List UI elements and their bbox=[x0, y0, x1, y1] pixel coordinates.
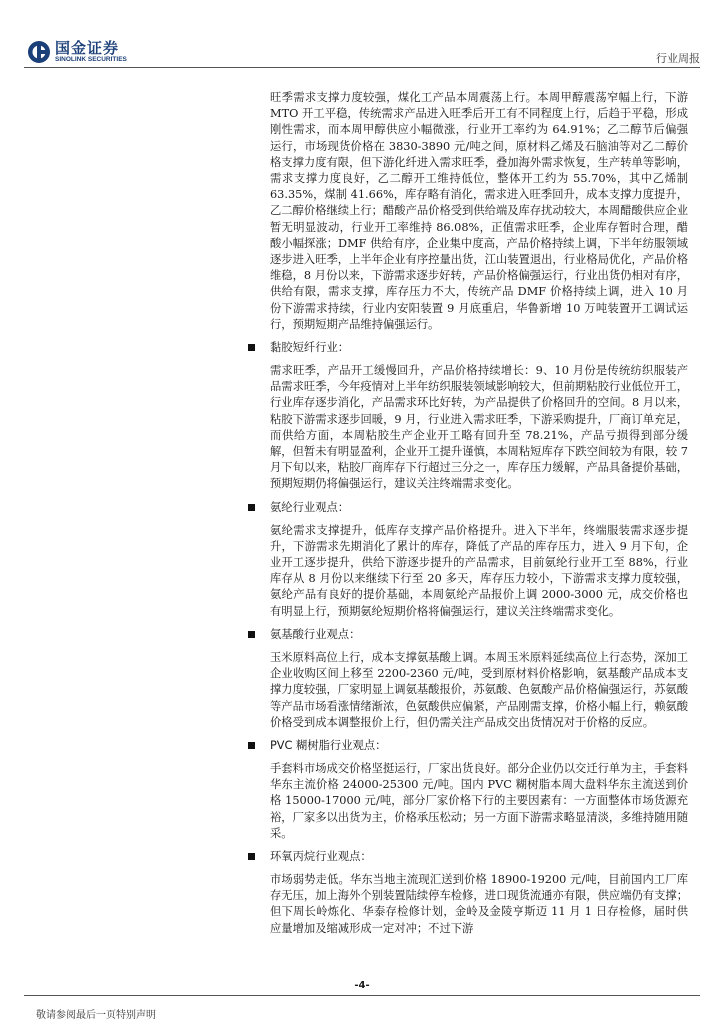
section-title bbox=[270, 738, 688, 754]
page-header bbox=[0, 0, 724, 80]
section-text-amino-acid: 玉米原料高位上行，成本支撑氨基酸上调。本周玉米原料延续高位上行态势，深加工企业收购区间上移至 2200-2360 元/吨，受到原材料价格影响，氨基酸产品成本支撑力度较强，厂家明显上调氨基酸报价，苏氨酸、色氨酸产品价格偏强运行，苏氨酸等产品市场看涨情绪渐浓，色氨酸供应偏紧，产品刚需支撑，价格小幅上行，赖氨酸价格受到成本调整报价上行，但仍需关注产品成交出货情况对于价格的反应。 bbox=[270, 650, 688, 729]
section-viscose-staple-fiber bbox=[270, 340, 688, 493]
logo-mark-icon bbox=[27, 40, 51, 64]
logo-chinese-name: 国金证券 bbox=[55, 39, 120, 57]
section-heading-pvc: PVC 糊树脂行业观点： bbox=[270, 738, 387, 752]
section-propylene-oxide bbox=[270, 849, 688, 937]
section-heading-amino-acid: 氨基酸行业观点： bbox=[270, 627, 361, 641]
section-title bbox=[270, 500, 688, 516]
section-title bbox=[270, 849, 688, 865]
section-amino-acid bbox=[270, 627, 688, 731]
bullet-icon bbox=[248, 504, 255, 511]
logo-english-name: SINOLINK SECURITIES bbox=[55, 56, 127, 63]
report-body bbox=[270, 90, 688, 937]
section-heading-propylene-oxide: 环氧丙烷行业观点： bbox=[270, 849, 372, 863]
header-divider bbox=[24, 67, 700, 68]
section-spandex bbox=[270, 500, 688, 620]
section-heading-spandex: 氨纶行业观点： bbox=[270, 500, 350, 514]
page-number: -4- bbox=[354, 980, 370, 991]
section-title bbox=[270, 340, 688, 356]
report-type-title: 行业周报 bbox=[656, 52, 700, 65]
company-logo bbox=[27, 40, 127, 64]
section-heading-viscose: 黏胶短纤行业： bbox=[270, 341, 350, 355]
section-text-viscose: 需求旺季，产品开工缓慢回升，产品价格持续增长：9、10 月份是传统纺织服装产品需求旺季，今年疫情对上半年纺织服装领域影响较大，但前期粘胶行业低位开工，行业库存逐步消化，产品需求环比好转，为产品提供了价格回升的空间。8 月以来，粘胶下游需求逐步回暖，9 月，行业进入需求旺季，下游采购提升，厂商订单充足，而供给方面，本周粘胶生产企业开工略有回升至 78.21%，产品亏损得到部分缓解，但暂未有明显盈利，企业开工提升谨慎，本周粘短库存下跌空间较为有限，较 7 月下旬以来，粘胶厂商库存下行超过三分之一，库存压力缓解，产品具备提价基础，预期短期仍将偏强运行，建议关注终端需求变化。 bbox=[270, 364, 688, 491]
section-pvc-paste-resin bbox=[270, 738, 688, 842]
section-text-pvc: 手套料市场成交价格坚挺运行，厂家出货良好。部分企业仍以交迁行单为主，手套料华东主流价格 24000-25300 元/吨。国内 PVC 糊树脂本周大盘料华东主流送到价格 15000-17000 元/吨，部分厂家价格下行的主要因素有：一方面整体市场货源充裕，厂家多以出货为主，价格承压松动；另一方面下游需求略显清淡，多维持随用随采。 bbox=[270, 761, 688, 840]
footer-divider bbox=[24, 995, 700, 996]
intro-paragraph: 旺季需求支撑力度较强，煤化工产品本周震荡上行。本周甲醇震荡窄幅上行，下游 MTO 开工平稳，传统需求产品进入旺季后开工有不同程度上行，后趋于平稳，形成刚性需求，而本周甲醇供应小幅微涨，行业开工率约为 64.91%；乙二醇节后偏强运行，市场现货价格在 3830-3890 元/吨之间，原材料乙烯及石脑油等对乙二醇价格支撑力度有限，但下游化纤进入需求旺季，叠加海外需求恢复，生产转单等影响，需求支撑力度良好，乙二醇开工维持低位，整体开工约为 55.70%，其中乙烯制 63.35%，煤制 41.66%，库存略有消化，需求进入旺季回升，成本支撑力度提升，乙二醇价格继续上行；醋酸产品价格受到供给端及库存扰动较大，本周醋酸供应企业暂无明显波动，行业开工率维持 86.08%，正值需求旺季，企业库存暂时合理，醋酸小幅探涨；DMF 供给有序，企业集中度高，产品价格持续上调，下半年纺服领域逐步进入旺季，上半年企业有序控量出货，江山装置退出，行业格局优化，产品价格维稳，8 月份以来，下游需求逐步好转，产品价格偏强运行，行业出货仍相对有序，供给有限，需求支撑，库存压力不大，传统产品 DMF 价格持续上调，进入 10 月份下游需求持续，行业内安阳装置 9 月底重启，华鲁新增 10 万吨装置开工调试运行，预期短期产品维持偏强运行。 bbox=[270, 91, 688, 331]
disclaimer-note: 敬请参阅最后一页特别声明 bbox=[36, 1010, 156, 1021]
section-text-propylene-oxide: 市场弱势走低。华东当地主流现汇送到价格 18900-19200 元/吨，目前国内工厂库存无压，加上海外个别装置陆续停车检修，进口现货流通亦有限，供应端仍有支撑；但下周长岭炼化、华泰存检修计划，金岭及金陵亨斯迈 11 月 1 日存检修，届时供应量增加及缩减形成一定对冲；不过下游 bbox=[270, 872, 688, 935]
section-title bbox=[270, 627, 688, 643]
bullet-icon bbox=[248, 344, 255, 351]
bullet-icon bbox=[248, 742, 255, 749]
section-text-spandex: 氨纶需求支撑提升，低库存支撑产品价格提升。进入下半年，终端服装需求逐步提升，下游需求先期消化了累计的库存，降低了产品的库存压力，进入 9 月下旬，企业开工逐步提升，供给下游逐步提升的产品需求，目前氨纶行业开工至 88%，行业库存从 8 月份以来继续下行至 20 多天，库存压力较小，下游需求支撑力度较强，氨纶产品有良好的提价基础，本周氨纶产品报价上调 2000-3000 元，成交价格也有明显上行，预期氨纶短期价格将偏强运行，建议关注终端需求变化。 bbox=[270, 523, 688, 618]
bullet-icon bbox=[248, 853, 255, 860]
bullet-icon bbox=[248, 631, 255, 638]
